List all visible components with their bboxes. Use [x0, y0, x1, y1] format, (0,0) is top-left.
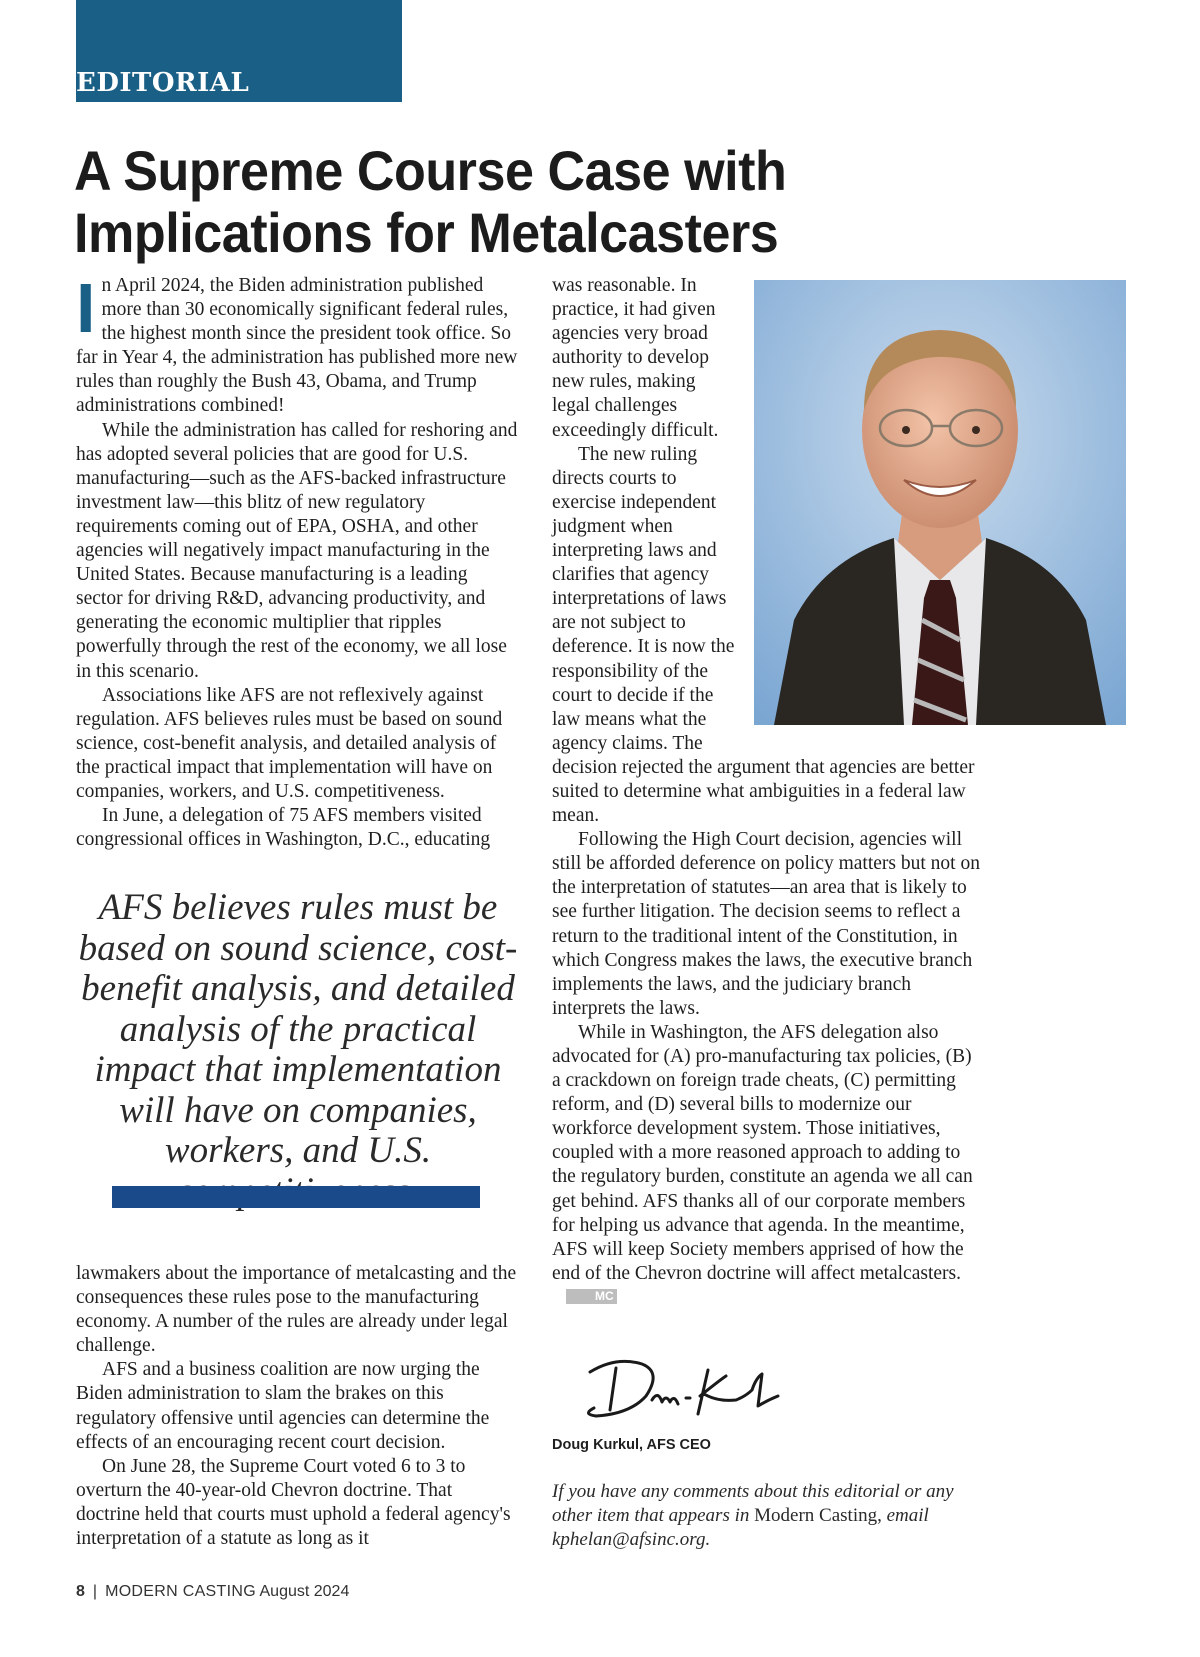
page-footer: [76, 1583, 349, 1601]
paragraph: AFS and a business coalition are now urging the Biden administration to slam the brakes on this regulatory offensive until agencies can determine the effects of an encouraging recent court decision.: [76, 1359, 490, 1453]
drop-cap: I: [76, 269, 96, 347]
right-column: [552, 274, 984, 1310]
paragraph: In April 2024, the Biden administration published more than 30 economically significant federal rules, the highest month since the president took office. So far in Year 4, the administration has published more new rules than roughly the Bush 43, Obama, and Trump administrations combined!: [76, 269, 518, 417]
paragraph: While the administration has called for reshoring and has adopted several policies that are good for U.S. manufacturing—such as the AFS-backed infrastructure investment law—this blitz of new regulatory requirements coming out of EPA, OSHA, and other agencies will negatively impact manufacturing in the United States. Because manufacturing is a leading sector for driving R&D, advancing productivity, and generating the economic multiplier that ripples powerfully through the rest of the economy, we all lose in this scenario.: [76, 419, 518, 682]
handwritten-signature: [576, 1350, 786, 1430]
author-photo: [754, 280, 1126, 725]
left-column-bottom: [76, 1262, 518, 1551]
footer-separator: |: [92, 1583, 98, 1600]
author-portrait-illustration: [754, 280, 1126, 725]
paragraph: was reasonable. In practice, it had given agencies very broad authority to develop new rules, making legal challenges exceedingly difficult.: [552, 275, 719, 441]
section-label: EDITORIAL: [76, 68, 250, 98]
paragraph: The new ruling directs courts to exercise independent judgment when interpreting laws and clarifies that agency interpretations of laws are not subject to deference. It is now the responsibility of the court to decide if the law means what the agency claims. The decision rejected the argument that agencies are better suited to determine what ambiguities in a federal law mean.: [552, 443, 975, 827]
end-mark: MC: [566, 1289, 617, 1304]
paragraph: Following the High Court decision, agencies will still be afforded deference on policy matters but not on the interpretation of statutes—an area that is likely to see further litigation. The decision seems to reflect a return to the traditional intent of the Constitution, in which Congress makes the laws, the executive branch implements the laws, and the judiciary branch interprets the laws.: [552, 829, 980, 1019]
paragraph: Associations like AFS are not reflexively against regulation. AFS believes rules must be based on sound science, cost-benefit analysis, and detailed analysis of the practical impact that implementation will have on companies, workers, and U.S. competitiveness.: [76, 684, 503, 802]
paragraph: lawmakers about the importance of metalcasting and the consequences these rules pose to the manufacturing economy. A number of the rules are already under legal challenge.: [76, 1263, 517, 1357]
magazine-name: Modern Casting,: [754, 1505, 882, 1526]
headline: A Supreme Course Case with Implications for Metalcasters: [74, 139, 787, 264]
pull-quote: AFS believes rules must be based on sound science, cost-benefit analysis, and detailed analysis of the practical impact that implementation will have on companies, workers, and U.S.: [78, 887, 518, 1171]
issue-date: August 2024: [259, 1583, 350, 1600]
comments-note: If you have any comments about this editorial or any other item that appears in Modern Casting, email kphelan@afsinc.org.: [552, 1481, 954, 1550]
paragraph: In June, a delegation of 75 AFS members visited congressional offices in Washington, D.C., educating: [76, 805, 491, 851]
page-number: 8: [76, 1583, 85, 1600]
signer-name: Doug Kurkul, AFS CEO: [552, 1437, 711, 1453]
left-column-top: [76, 269, 518, 852]
paragraph: While in Washington, the AFS delegation also advocated for (A) pro-manufacturing tax policies, (B) a crackdown on foreign trade cheats, (C) permitting reform, and (D) several bills to modernize our workforce development system. Those initiatives, coupled with a more reasoned approach to adding to the regulatory burden, constitute an agenda we all can get behind. AFS thanks all of our corporate members for helping us advance that agenda. In the meantime, AFS will keep Society members apprised of how the end of the Chevron doctrine will affect metalcasters.MC: [552, 1021, 973, 1303]
paragraph: On June 28, the Supreme Court voted 6 to 3 to overturn the 40-year-old Chevron doctrine. That doctrine held that courts must uphold a federal agency's interpretation of a statute as long as it: [76, 1455, 511, 1550]
publication-name: MODERN CASTING: [105, 1583, 256, 1600]
pull-quote-bar: [112, 1186, 480, 1208]
contact-email: email kphelan@afsinc.org.: [552, 1505, 929, 1550]
